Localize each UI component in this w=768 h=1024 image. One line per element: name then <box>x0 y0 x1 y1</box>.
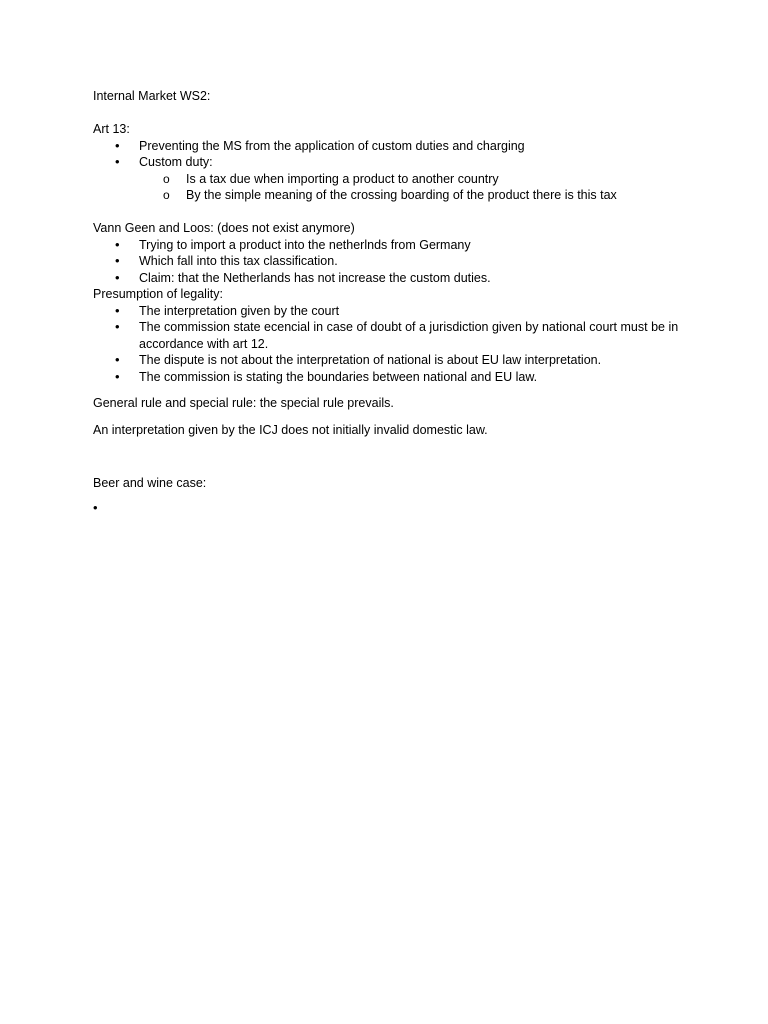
art13-list <box>93 138 683 171</box>
list-item: • Which fall into this tax classification. <box>93 253 683 270</box>
vann-geen-heading: Vann Geen and Loos: (does not exist anymore) <box>93 221 355 235</box>
sub-list-item: o By the simple meaning of the crossing boarding of the product there is this tax <box>93 187 683 204</box>
list-item: • The dispute is not about the interpretation of national is about EU law interpretation. <box>93 352 683 369</box>
document-title: Internal Market WS2: <box>93 89 211 103</box>
document-body[interactable] <box>93 88 683 517</box>
blank-line <box>93 105 683 122</box>
list-item-label: Custom duty: <box>139 155 213 169</box>
vann-geen-list <box>93 237 683 287</box>
presumption-list <box>93 303 683 386</box>
list-item: • The commission is stating the boundaries between national and EU law. <box>93 369 683 386</box>
list-item: • The commission state ecencial in case of doubt of a jurisdiction given by national court must be in accordance with art 12. <box>93 319 683 352</box>
list-item: • The interpretation given by the court <box>93 303 683 320</box>
custom-duty-sublist-items <box>93 171 683 204</box>
list-item: • Preventing the MS from the application of custom duties and charging <box>93 138 683 155</box>
blank-line <box>93 204 683 221</box>
art13-heading: Art 13: <box>93 122 130 136</box>
empty-bullet-item[interactable] <box>93 500 683 517</box>
sub-list-item: o Is a tax due when importing a product to another country <box>93 171 683 188</box>
paragraph-spacing <box>93 412 683 422</box>
presumption-heading: Presumption of legality: <box>93 287 223 301</box>
list-item: • Claim: that the Netherlands has not increase the custom duties. <box>93 270 683 287</box>
list-item <box>93 154 683 171</box>
icj-text: An interpretation given by the ICJ does not initially invalid domestic law. <box>93 422 488 437</box>
list-item: • Trying to import a product into the netherlnds from Germany <box>93 237 683 254</box>
paragraph-spacing <box>93 438 683 475</box>
general-rule-text: General rule and special rule: the special rule prevails. <box>93 396 394 410</box>
beer-wine-heading: Beer and wine case: <box>93 476 207 490</box>
paragraph-spacing <box>93 385 683 395</box>
